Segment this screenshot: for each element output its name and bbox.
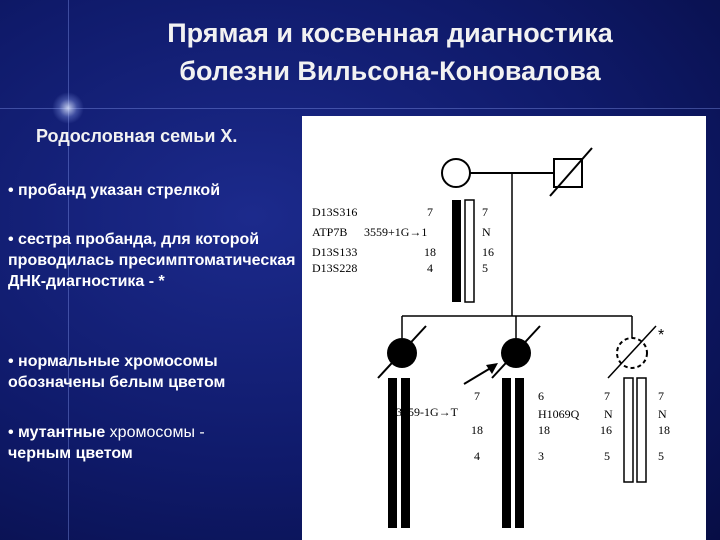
- bullet-mutant-part2: хромосомы -: [109, 424, 205, 441]
- pedigree-figure: [302, 116, 706, 540]
- marker-label-4: D13S228: [312, 261, 358, 275]
- proband-left-value-1: 7: [474, 389, 480, 403]
- sister-chromosome-right: [637, 378, 646, 482]
- sister-left-value-1: 7: [604, 389, 610, 403]
- sister-left-value-2: N: [604, 407, 613, 421]
- sister-left-value-3: 16: [600, 423, 612, 437]
- sibling1-chromosome-right: [401, 378, 410, 528]
- proband-chromosome-left: [502, 378, 511, 528]
- proband-left-value-4: 4: [474, 449, 480, 463]
- proband-right-value-4: 3: [538, 449, 544, 463]
- sister-right-value-2: N: [658, 407, 667, 421]
- proband-left-value-3: 18: [471, 423, 483, 437]
- pedigree-subtitle: Родословная семьи Х.: [36, 126, 238, 146]
- sister-right-value-3: 18: [658, 423, 670, 437]
- bullet-sister: • сестра пробанда, для которой проводилась пресимптоматическая ДНК-диагностика - *: [8, 231, 296, 290]
- bullet-mutant-part3: черным цветом: [8, 445, 133, 462]
- proband-right-value-1: 6: [538, 389, 544, 403]
- marker-label-1: D13S316: [312, 205, 358, 219]
- mother-chromosome-mutant: [452, 200, 461, 302]
- mother-right-value-1: 7: [482, 205, 488, 219]
- marker-label-3: D13S133: [312, 245, 358, 259]
- mother-left-value-4: 4: [427, 261, 433, 275]
- decorative-horizontal-line: [0, 108, 720, 109]
- mother-left-value-1: 7: [427, 205, 433, 219]
- bullet-normal-chromosomes: • нормальные хромосомы обозначены белым цветом: [8, 353, 226, 391]
- proband-chromosome-right: [515, 378, 524, 528]
- slide-title: [110, 14, 670, 90]
- sister-right-value-4: 5: [658, 449, 664, 463]
- mother-right-value-3: 16: [482, 245, 494, 259]
- sister-right-value-1: 7: [658, 389, 664, 403]
- mother-symbol: [442, 159, 470, 187]
- mother-chromosome-normal: [465, 200, 474, 302]
- mother-right-value-4: 5: [482, 261, 488, 275]
- mother-mutation-label: 3559+1G→1: [364, 225, 428, 239]
- bullet-mutant-chromosomes: [8, 422, 298, 464]
- mother-left-value-3: 18: [424, 245, 436, 259]
- proband-right-value-2: H1069Q: [538, 407, 580, 421]
- sister-asterisk: *: [658, 327, 665, 344]
- pedigree-svg: [302, 116, 706, 540]
- marker-label-2: ATP7B: [312, 225, 348, 239]
- sister-left-value-4: 5: [604, 449, 610, 463]
- title-line-2: болезни Вильсона-Коновалова: [179, 56, 601, 86]
- bullet-proband: • пробанд указан стрелкой: [8, 182, 221, 199]
- mother-right-value-2: N: [482, 225, 491, 239]
- bullet-mutant-part1: • мутантные: [8, 424, 110, 441]
- proband-right-value-3: 18: [538, 423, 550, 437]
- decorative-star-glow: [52, 92, 84, 124]
- title-line-1: Прямая и косвенная диагностика: [167, 18, 613, 48]
- proband-mutation-label: 3559-1G→T: [396, 405, 458, 419]
- sister-chromosome-left: [624, 378, 633, 482]
- sibling1-chromosome-left: [388, 378, 397, 528]
